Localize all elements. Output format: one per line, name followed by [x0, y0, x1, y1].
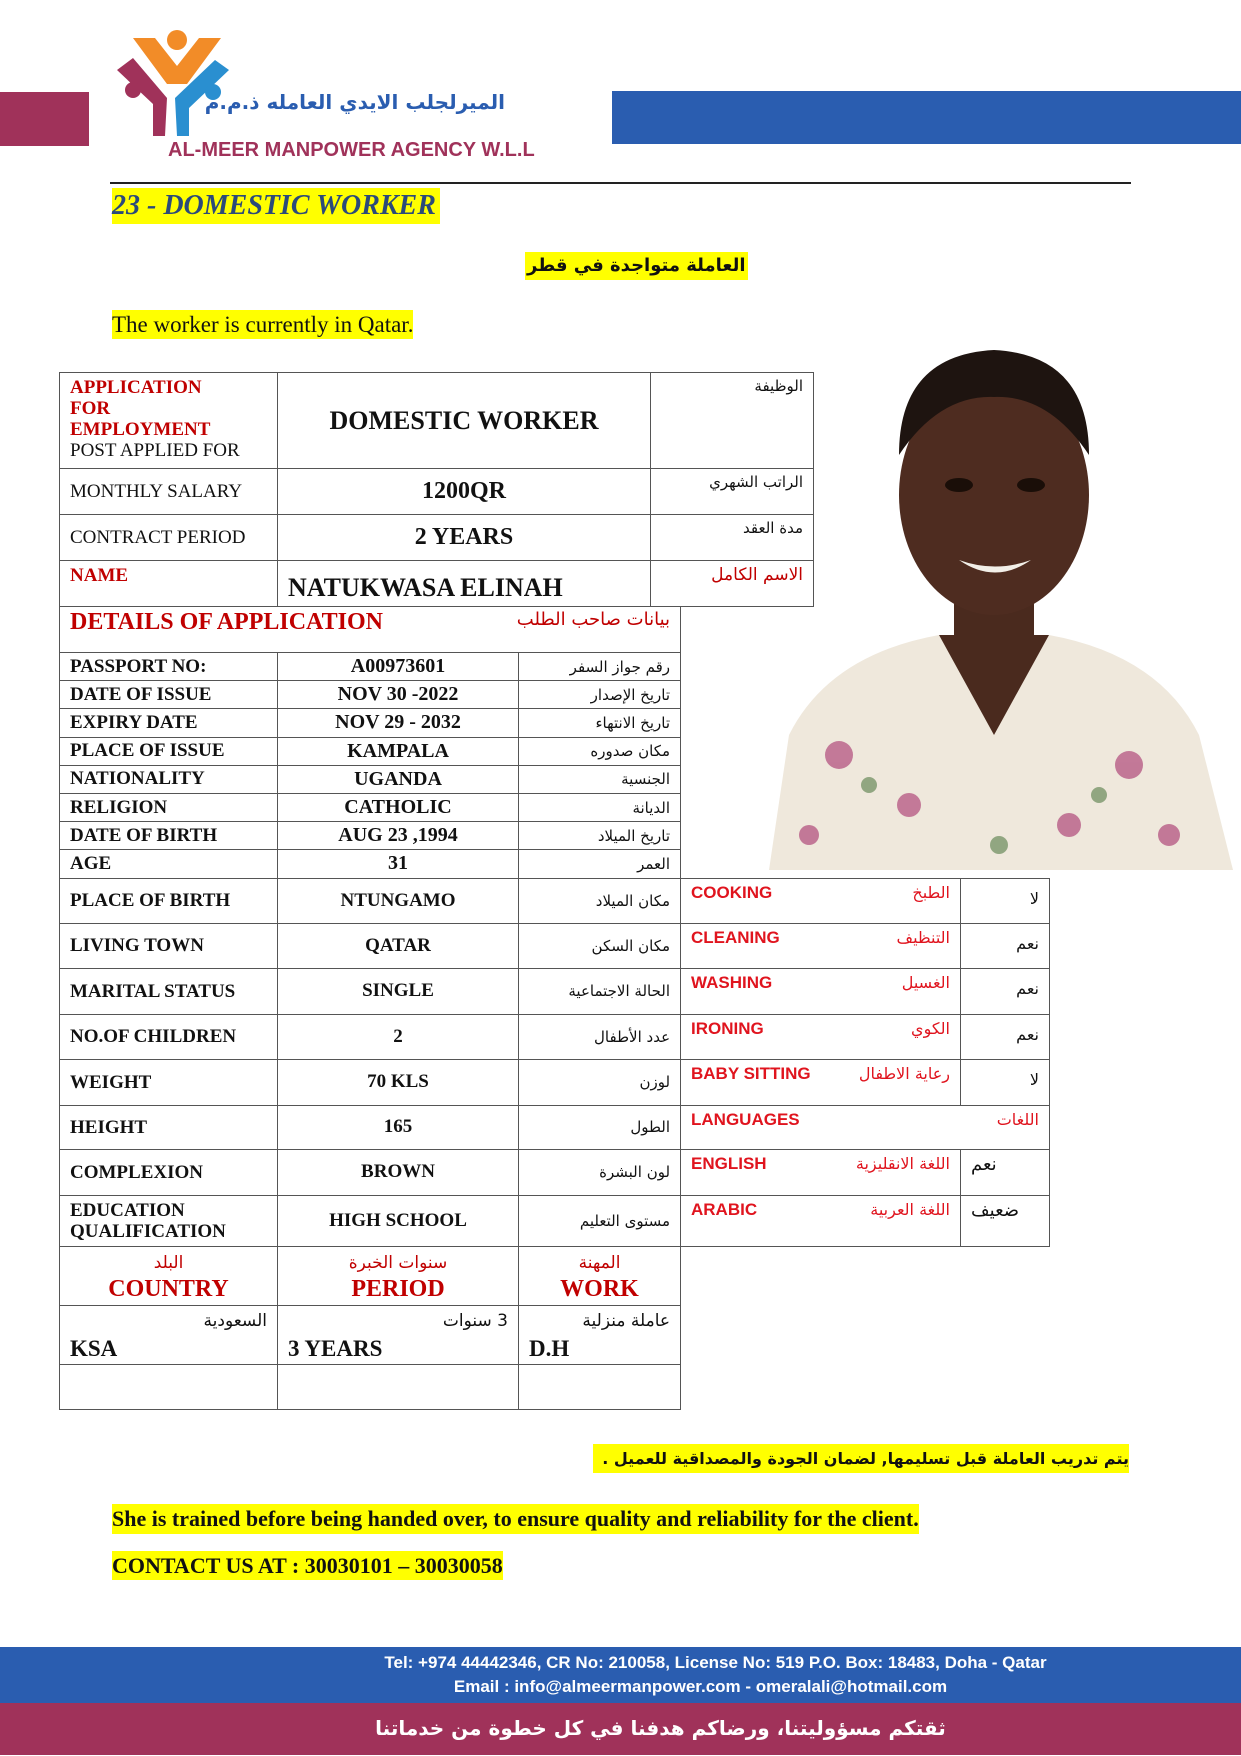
- logo-arabic-name: الميرلجلب الايدي العامله ذ.م.م: [204, 90, 505, 114]
- exp-header-ar: المهنة: [578, 1252, 621, 1273]
- field-label: PASSPORT NO:: [60, 653, 278, 681]
- field-value: NOV 30 -2022: [278, 681, 519, 709]
- skill-cell: [681, 879, 961, 924]
- training-english: She is trained before being handed over, to ensure quality and reliability for the client.: [112, 1504, 919, 1534]
- field-value: NOV 29 - 2032: [278, 709, 519, 737]
- field-value: 31: [278, 850, 519, 878]
- field-value: A00973601: [278, 653, 519, 681]
- language-cell: [681, 1150, 961, 1196]
- language-label: ARABIC: [691, 1200, 758, 1219]
- table-row: [60, 653, 681, 681]
- field-label: AGE: [60, 850, 278, 878]
- name-value: NATUKWASA ELINAH: [278, 561, 651, 607]
- header-blue-bar: [612, 91, 1241, 144]
- field-value: 165: [278, 1105, 519, 1149]
- table-row: [60, 1059, 681, 1105]
- field-label-ar: لوزن: [519, 1059, 681, 1105]
- table-row: [60, 561, 814, 607]
- exp-country-en: KSA: [70, 1335, 118, 1361]
- field-label-ar: مكان الميلاد: [519, 878, 681, 923]
- field-label-ar: تاريخ الإصدار: [519, 681, 681, 709]
- skill-cell: [681, 924, 961, 969]
- field-label: MARITAL STATUS: [60, 968, 278, 1014]
- skill-label: WASHING: [691, 973, 773, 992]
- field-label: PLACE OF ISSUE: [60, 737, 278, 765]
- exp-work-ar: عاملة منزلية: [582, 1310, 671, 1331]
- field-value: KAMPALA: [278, 737, 519, 765]
- field-label: EDUCATION QUALIFICATION: [60, 1195, 278, 1246]
- field-label-ar: العمر: [519, 850, 681, 878]
- field-value: 70 KLS: [278, 1059, 519, 1105]
- empty-cell: [278, 1364, 519, 1409]
- training-arabic: يتم تدريب العاملة قبل تسليمها, لضمان الجودة والمصداقية للعميل .: [593, 1444, 1129, 1473]
- table-row: [60, 515, 814, 561]
- languages-header-row: [681, 1106, 1050, 1150]
- skills-table: [680, 878, 1050, 1247]
- details-title: DETAILS OF APPLICATION: [70, 609, 383, 635]
- experience-empty-row: [60, 1364, 681, 1409]
- notice-arabic: العاملة متواجدة في قطر: [525, 252, 748, 280]
- field-value: SINGLE: [278, 968, 519, 1014]
- application-summary-table: [59, 372, 814, 607]
- field-label: WEIGHT: [60, 1059, 278, 1105]
- field-value: BROWN: [278, 1149, 519, 1195]
- exp-header-en: COUNTRY: [108, 1275, 229, 1302]
- salary-label-ar: الراتب الشهري: [651, 469, 814, 515]
- table-row: [60, 793, 681, 821]
- language-label-ar: اللغة العربية: [870, 1200, 950, 1219]
- exp-work: [519, 1305, 681, 1364]
- skill-label-ar: رعاية الاطفال: [858, 1064, 950, 1083]
- post-label-cell: [60, 373, 278, 469]
- language-label-ar: اللغة الانقليزية: [855, 1154, 950, 1173]
- salary-label: MONTHLY SALARY: [60, 469, 278, 515]
- field-value: HIGH SCHOOL: [278, 1195, 519, 1246]
- header-divider: [110, 182, 1131, 184]
- empty-cell: [519, 1364, 681, 1409]
- field-label-ar: مكان السكن: [519, 923, 681, 968]
- table-row: [60, 709, 681, 737]
- notice-english: The worker is currently in Qatar.: [112, 312, 414, 337]
- contract-value: 2 YEARS: [278, 515, 651, 561]
- logo-english-name: AL-MEER MANPOWER AGENCY W.L.L: [168, 139, 535, 161]
- skill-value: نعم: [961, 969, 1050, 1015]
- skill-label-ar: التنظيف: [896, 928, 950, 947]
- exp-period: [278, 1305, 519, 1364]
- field-label-ar: رقم جواز السفر: [519, 653, 681, 681]
- skill-label: COOKING: [691, 883, 773, 902]
- languages-header-cell: [681, 1106, 1050, 1150]
- footer-slogan: ثقتكم مسؤوليتنا، ورضاكم هدفنا في كل خطوة من خدماتنا: [375, 1716, 946, 1740]
- field-value: AUG 23 ,1994: [278, 822, 519, 850]
- field-label-ar: الديانة: [519, 793, 681, 821]
- contact-numbers: CONTACT US AT : 30030101 – 30030058: [112, 1553, 503, 1578]
- table-row: [60, 469, 814, 515]
- skill-label: BABY SITTING: [691, 1064, 811, 1083]
- skill-label-ar: الكوي: [911, 1019, 950, 1038]
- exp-period-en: 3 YEARS: [288, 1335, 383, 1361]
- exp-period-ar: 3 سنوات: [442, 1310, 508, 1331]
- skill-value: نعم: [961, 1015, 1050, 1060]
- name-label: NAME: [60, 561, 278, 607]
- details-title-ar: بيانات صاحب الطلب: [516, 609, 671, 630]
- exp-header-ar: البلد: [153, 1252, 184, 1273]
- field-label-ar: عدد الأطفال: [519, 1014, 681, 1059]
- skill-row: [681, 969, 1050, 1015]
- table-row: [60, 850, 681, 878]
- field-label: NO.OF CHILDREN: [60, 1014, 278, 1059]
- field-label-ar: الجنسية: [519, 765, 681, 793]
- worker-photo: [749, 335, 1233, 870]
- salary-value: 1200QR: [278, 469, 651, 515]
- field-label-ar: الطول: [519, 1105, 681, 1149]
- skill-row: [681, 924, 1050, 969]
- details-header-row: [60, 607, 681, 653]
- field-label-ar: تاريخ الانتهاء: [519, 709, 681, 737]
- exp-header-work: [519, 1246, 681, 1305]
- table-row: [60, 373, 814, 469]
- field-label: EXPIRY DATE: [60, 709, 278, 737]
- table-row: [60, 1105, 681, 1149]
- table-row: [60, 1014, 681, 1059]
- exp-country-ar: السعودية: [203, 1310, 267, 1331]
- empty-cell: [60, 1364, 278, 1409]
- experience-header-row: [60, 1246, 681, 1305]
- field-label: HEIGHT: [60, 1105, 278, 1149]
- skill-label-ar: الطبخ: [912, 883, 950, 902]
- footer-line-1: Tel: +974 44442346, CR No: 210058, License No: 519 P.O. Box: 18483, Doha - Qatar: [384, 1653, 1047, 1672]
- post-label-ar: الوظيفة: [651, 373, 814, 469]
- table-row: [60, 923, 681, 968]
- field-label-ar: تاريخ الميلاد: [519, 822, 681, 850]
- exp-country: [60, 1305, 278, 1364]
- languages-label-ar: اللغات: [996, 1110, 1039, 1129]
- contract-label: CONTRACT PERIOD: [60, 515, 278, 561]
- field-value: NTUNGAMO: [278, 878, 519, 923]
- footer-email[interactable]: Email : info@almeermanpower.com - omeralali@hotmail.com: [453, 1677, 948, 1696]
- field-label: PLACE OF BIRTH: [60, 878, 278, 923]
- field-value: 2: [278, 1014, 519, 1059]
- exp-header-ar: سنوات الخبرة: [348, 1252, 448, 1273]
- label-for: FOR: [70, 398, 111, 419]
- skill-row: [681, 1015, 1050, 1060]
- field-label: NATIONALITY: [60, 765, 278, 793]
- skill-label: CLEANING: [691, 928, 780, 947]
- name-label-ar: الاسم الكامل: [651, 561, 814, 607]
- field-label: LIVING TOWN: [60, 923, 278, 968]
- table-row: [60, 681, 681, 709]
- exp-header-period: [278, 1246, 519, 1305]
- skill-row: [681, 1060, 1050, 1106]
- field-label: DATE OF ISSUE: [60, 681, 278, 709]
- language-row: [681, 1150, 1050, 1196]
- skill-cell: [681, 1060, 961, 1106]
- language-level: نعم: [961, 1150, 1050, 1196]
- skill-value: نعم: [961, 924, 1050, 969]
- field-label-ar: لون البشرة: [519, 1149, 681, 1195]
- table-row: [60, 737, 681, 765]
- table-row: [60, 822, 681, 850]
- label-application: APPLICATION: [70, 377, 202, 398]
- experience-row: [60, 1305, 681, 1364]
- label-employment: EMPLOYMENT: [70, 419, 211, 440]
- field-label-ar: الحالة الاجتماعية: [519, 968, 681, 1014]
- skill-value: لا: [961, 1060, 1050, 1106]
- field-label: COMPLEXION: [60, 1149, 278, 1195]
- contract-label-ar: مدة العقد: [651, 515, 814, 561]
- field-label-ar: مستوى التعليم: [519, 1195, 681, 1246]
- skill-row: [681, 879, 1050, 924]
- table-row: [60, 1149, 681, 1195]
- skill-label: IRONING: [691, 1019, 764, 1038]
- table-row: [60, 765, 681, 793]
- details-header-cell: [60, 607, 681, 653]
- label-post-applied: POST APPLIED FOR: [70, 440, 240, 461]
- skill-value: لا: [961, 879, 1050, 924]
- language-row: [681, 1196, 1050, 1247]
- field-label-ar: مكان صدوره: [519, 737, 681, 765]
- exp-work-en: D.H: [529, 1335, 570, 1361]
- field-value: CATHOLIC: [278, 793, 519, 821]
- skill-cell: [681, 969, 961, 1015]
- post-value: DOMESTIC WORKER: [278, 373, 651, 469]
- field-value: UGANDA: [278, 765, 519, 793]
- company-logo-icon: [115, 26, 240, 136]
- table-row: [60, 1195, 681, 1246]
- exp-header-country: [60, 1246, 278, 1305]
- footer-slogan-bar: [0, 1703, 1241, 1755]
- table-row: [60, 968, 681, 1014]
- field-value: QATAR: [278, 923, 519, 968]
- skill-label-ar: الغسيل: [901, 973, 950, 992]
- table-row: [60, 878, 681, 923]
- exp-header-en: WORK: [560, 1275, 639, 1302]
- header-maroon-block: [0, 92, 89, 146]
- exp-header-en: PERIOD: [351, 1275, 445, 1302]
- field-label: DATE OF BIRTH: [60, 822, 278, 850]
- field-label: RELIGION: [60, 793, 278, 821]
- footer-contact-bar: [0, 1647, 1241, 1703]
- languages-label: LANGUAGES: [691, 1110, 800, 1129]
- page-title: 23 - DOMESTIC WORKER: [112, 188, 440, 224]
- language-level: ضعيف: [961, 1196, 1050, 1247]
- details-table: [59, 606, 681, 1410]
- skill-cell: [681, 1015, 961, 1060]
- language-cell: [681, 1196, 961, 1247]
- language-label: ENGLISH: [691, 1154, 767, 1173]
